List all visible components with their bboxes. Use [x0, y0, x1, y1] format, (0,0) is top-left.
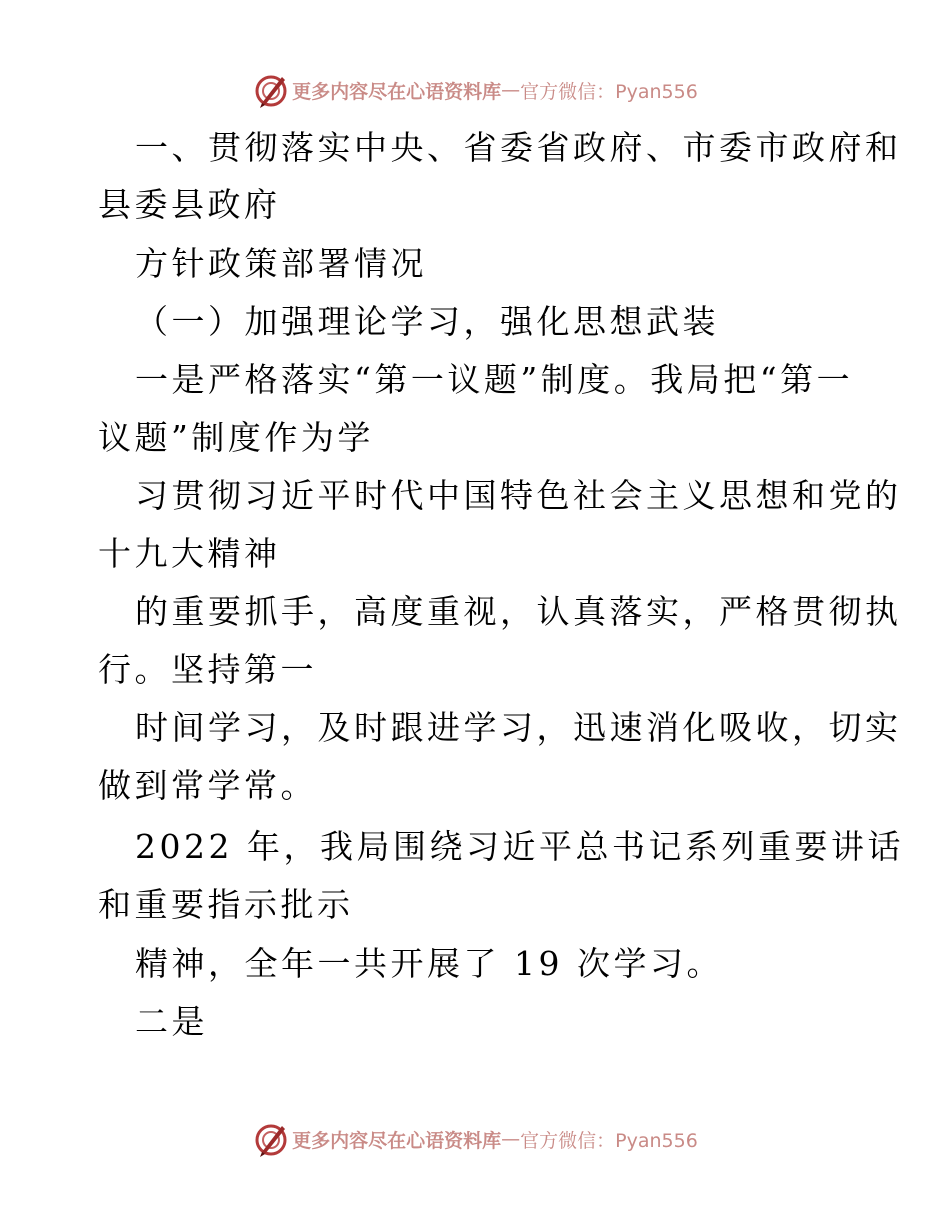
doc-line: （一）加强理论学习，强化思想武装: [135, 302, 719, 341]
doc-line: 一、贯彻落实中央、省委省政府、市委市政府和: [135, 128, 902, 167]
doc-line: 县委县政府: [98, 185, 281, 224]
doc-line: 二是: [135, 1002, 208, 1041]
pen-circle-logo-icon: [252, 71, 290, 109]
doc-line: 行。坚持第一: [98, 650, 317, 689]
watermark-dash: —: [501, 1128, 521, 1150]
watermark-contact: 官方微信：Pyan556: [520, 1129, 698, 1152]
watermark-header: [0, 70, 950, 110]
watermark-footer: [0, 1119, 950, 1159]
doc-line: 的重要抓手，高度重视，认真落实，严格贯彻执: [135, 592, 902, 631]
doc-line: 习贯彻习近平时代中国特色社会主义思想和党的: [135, 476, 902, 515]
watermark-dash: —: [501, 79, 521, 101]
watermark-contact: 官方微信：Pyan556: [520, 80, 698, 103]
watermark-text: 更多内容尽在心语资料库: [292, 1129, 502, 1152]
doc-line: 做到常学常。: [98, 766, 317, 805]
doc-line: 方针政策部署情况: [135, 244, 427, 283]
doc-line: 2022 年，我局围绕习近平总书记系列重要讲话: [135, 827, 904, 866]
doc-line: 精神，全年一共开展了 19 次学习。: [135, 944, 723, 983]
pen-circle-logo-icon: [252, 1120, 290, 1158]
watermark-text: 更多内容尽在心语资料库: [292, 80, 502, 103]
doc-line: 和重要指示批示: [98, 885, 354, 924]
doc-line: 议题”制度作为学: [98, 418, 374, 457]
doc-line: 时间学习，及时跟进学习，迅速消化吸收，切实: [135, 708, 902, 747]
doc-line: 一是严格落实“第一议题”制度。我局把“第一: [135, 360, 854, 399]
doc-line: 十九大精神: [98, 534, 281, 573]
